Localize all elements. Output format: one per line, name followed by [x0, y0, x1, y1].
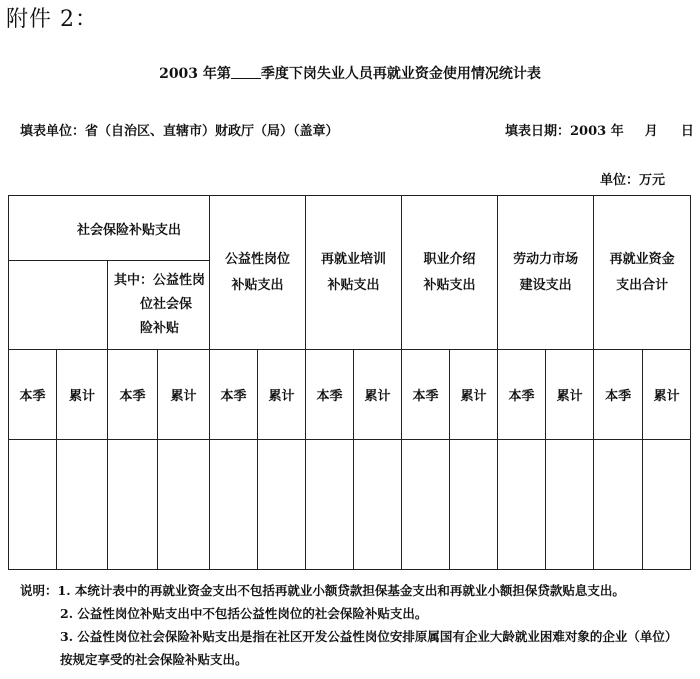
header-social-sub-line3: 险补贴: [140, 321, 180, 336]
data-cell[interactable]: [210, 440, 258, 570]
header-public-post: [210, 196, 306, 350]
data-cell[interactable]: [158, 440, 210, 570]
data-cell[interactable]: [498, 440, 546, 570]
header-social-public-post: [108, 261, 210, 350]
notes-prefix: 说明：: [20, 583, 58, 598]
statistics-table: [8, 195, 691, 570]
data-cell[interactable]: [643, 440, 691, 570]
header-public-post-line2: 补贴支出: [231, 277, 284, 293]
sub-quarter: 本季: [9, 350, 57, 440]
sub-cumulative: 累计: [57, 350, 108, 440]
header-training-line1: 再就业培训: [321, 251, 387, 267]
note-3-row: [20, 625, 677, 648]
notes: [20, 579, 677, 671]
data-cell[interactable]: [594, 440, 643, 570]
sub-quarter: 本季: [210, 350, 258, 440]
quarter-blank[interactable]: [231, 65, 261, 79]
sub-cumulative: 累计: [546, 350, 594, 440]
data-cell[interactable]: [546, 440, 594, 570]
header-total: [594, 196, 691, 350]
form-title: [0, 63, 700, 83]
sub-cumulative: 累计: [258, 350, 306, 440]
unit-label: 单位：万元: [600, 173, 666, 188]
data-cell[interactable]: [258, 440, 306, 570]
note-3-line1: 3. 公益性岗位社会保险补贴支出是指在社区开发公益性岗位安排原属国有企业大龄就业困难对象的企业（单位）: [60, 629, 678, 644]
title-suffix: 季度下岗失业人员再就业资金使用情况统计表: [260, 66, 541, 82]
header-job-agency-line2: 补贴支出: [423, 277, 476, 293]
fill-date: [505, 120, 694, 139]
sub-quarter: 本季: [108, 350, 158, 440]
sub-quarter: 本季: [498, 350, 546, 440]
note-3-continuation-row: [20, 648, 677, 671]
header-labor-market-line2: 建设支出: [519, 277, 572, 293]
header-public-post-line1: 公益性岗位: [225, 251, 291, 267]
header-labor-market-line1: 劳动力市场: [513, 251, 579, 267]
attachment-label: 附件 2：: [6, 7, 98, 32]
sub-quarter: 本季: [402, 350, 450, 440]
header-job-agency: [402, 196, 498, 350]
data-cell[interactable]: [108, 440, 158, 570]
header-training-line2: 补贴支出: [327, 277, 380, 293]
sub-cumulative: 累计: [450, 350, 498, 440]
header-labor-market: [498, 196, 594, 350]
note-2: 2. 公益性岗位补贴支出中不包括公益性岗位的社会保险补贴支出。: [60, 606, 428, 621]
sub-cumulative: 累计: [158, 350, 210, 440]
data-cell[interactable]: [57, 440, 108, 570]
filler-unit: 填表单位：省（自治区、直辖市）财政厅（局）（盖章）: [20, 124, 339, 139]
sub-cumulative: 累计: [643, 350, 691, 440]
sub-quarter: 本季: [594, 350, 643, 440]
header-job-agency-line1: 职业介绍: [423, 251, 476, 267]
data-cell[interactable]: [402, 440, 450, 570]
header-social-blank: [9, 261, 108, 350]
header-training: [306, 196, 402, 350]
header-total-line2: 支出合计: [616, 277, 669, 293]
data-cell[interactable]: [306, 440, 354, 570]
header-total-line1: 再就业资金: [609, 251, 675, 267]
data-cell[interactable]: [450, 440, 498, 570]
note-1-row: [20, 579, 677, 602]
data-cell[interactable]: [9, 440, 57, 570]
title-prefix: 2003 年第: [159, 66, 231, 82]
day-label: 日: [680, 124, 694, 139]
data-cell[interactable]: [354, 440, 402, 570]
header-social-sub-line2: 位社会保: [140, 297, 193, 312]
note-1: 1. 本统计表中的再就业资金支出不包括再就业小额贷款担保基金支出和再就业小额担保贷款贴息支出。: [57, 583, 625, 598]
header-social-insurance: 社会保险补贴支出: [9, 196, 210, 261]
note-2-row: [20, 602, 677, 625]
month-label: 月: [644, 124, 658, 139]
fill-date-label: 填表日期：2003 年: [505, 124, 624, 139]
header-social-sub-line1: 其中：公益性岗: [114, 273, 206, 288]
note-3-line2: 按规定享受的社会保险补贴支出。: [60, 652, 248, 667]
sub-cumulative: 累计: [354, 350, 402, 440]
sub-quarter: 本季: [306, 350, 354, 440]
